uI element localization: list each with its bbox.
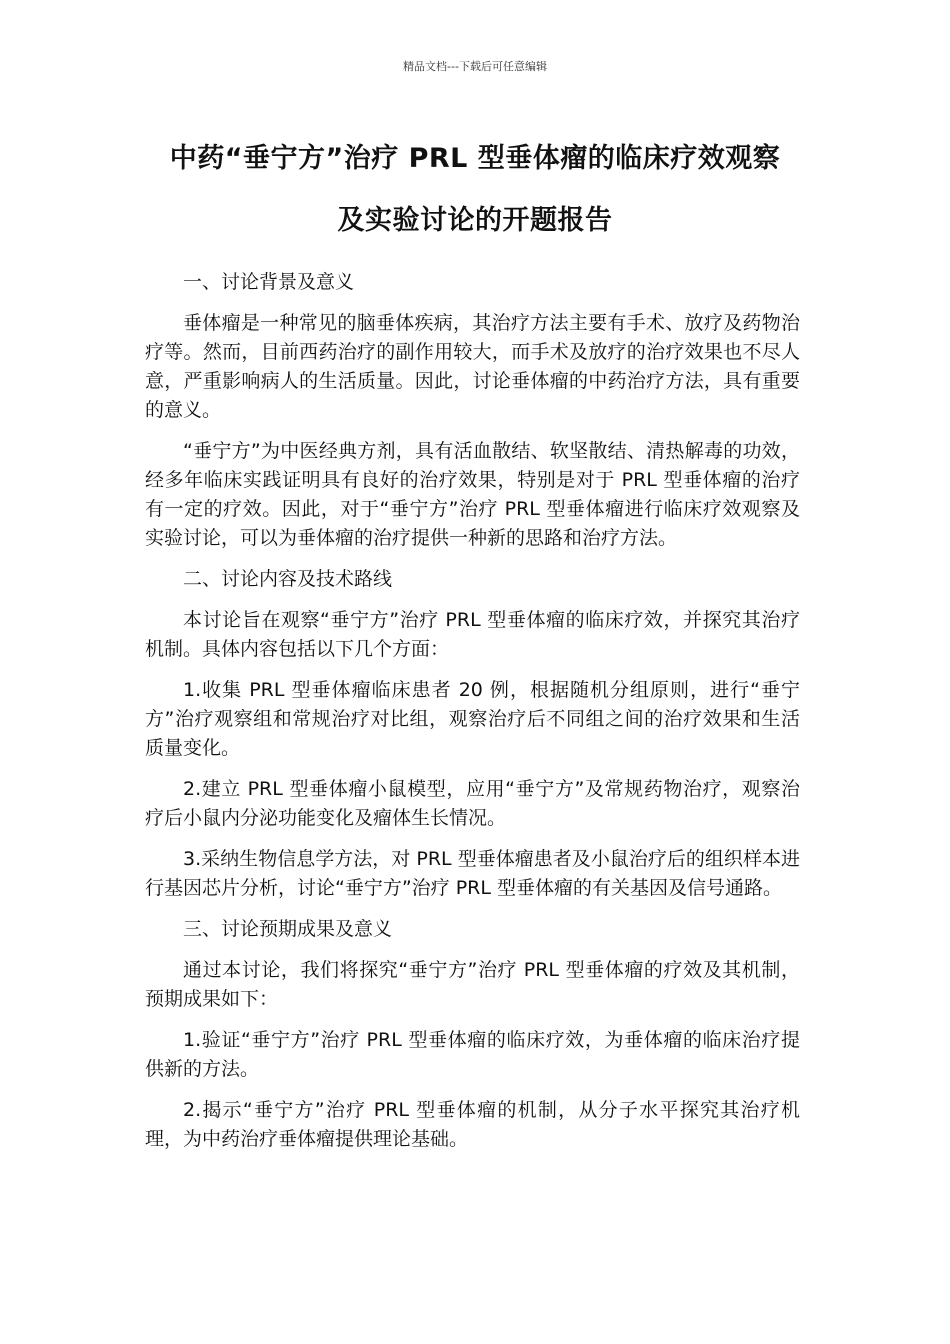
section-heading-content: 二、讨论内容及技术路线 <box>183 568 393 590</box>
paragraph-content-item-1: 1.收集 PRL 型垂体瘤临床患者 20 例，根据随机分组原则，进行“垂宁方”治疗观察组和常规治疗对比组，观察治疗后不同组之间的治疗效果和生活质量变化。 <box>145 679 800 759</box>
paragraph-content-intro: 本讨论旨在观察“垂宁方”治疗 PRL 型垂体瘤的临床疗效，并探究其治疗机制。具体内容包括以下几个方面： <box>145 609 800 660</box>
title-line-1: 中药“垂宁方”治疗 PRL 型垂体瘤的临床疗效观察 <box>169 143 781 174</box>
paragraph-outcomes-item-2: 2.揭示“垂宁方”治疗 PRL 型垂体瘤的机制，从分子水平探究其治疗机理，为中药治疗垂体瘤提供理论基础。 <box>145 1099 800 1150</box>
paragraph-background-1: 垂体瘤是一种常见的脑垂体疾病，其治疗方法主要有手术、放疗及药物治疗等。然而，目前西药治疗的副作用较大，而手术及放疗的治疗效果也不尽人意，严重影响病人的生活质量。因此，讨论垂体瘤的中药治疗方法，具有重要的意义。 <box>145 312 800 421</box>
paragraph-content-item-2: 2.建立 PRL 型垂体瘤小鼠模型，应用“垂宁方”及常规药物治疗，观察治疗后小鼠内分泌功能变化及瘤体生长情况。 <box>145 778 800 829</box>
title-line-2: 及实验讨论的开题报告 <box>337 205 613 236</box>
paragraph-outcomes-item-1: 1.验证“垂宁方”治疗 PRL 型垂体瘤的临床疗效，为垂体瘤的临床治疗提供新的方法。 <box>145 1029 800 1080</box>
document-body <box>145 268 800 1166</box>
paragraph-outcomes-intro: 通过本讨论，我们将探究“垂宁方”治疗 PRL 型垂体瘤的疗效及其机制，预期成果如下： <box>145 959 800 1010</box>
section-heading-outcomes: 三、讨论预期成果及意义 <box>183 918 393 940</box>
document-title <box>110 128 840 252</box>
page-header-watermark: 精品文档---下载后可任意编辑 <box>403 60 547 73</box>
paragraph-background-2: “垂宁方”为中医经典方剂，具有活血散结、软坚散结、清热解毒的功效，经多年临床实践证明具有良好的治疗效果，特别是对于 PRL 型垂体瘤的治疗有一定的疗效。因此，对于“垂宁方”治疗 PRL 型垂体瘤进行临床疗效观察及实验讨论，可以为垂体瘤的治疗提供一种新的思路和治疗方法。 <box>145 440 800 549</box>
section-heading-background: 一、讨论背景及意义 <box>183 271 355 293</box>
paragraph-content-item-3: 3.采纳生物信息学方法，对 PRL 型垂体瘤患者及小鼠治疗后的组织样本进行基因芯片分析，讨论“垂宁方”治疗 PRL 型垂体瘤的有关基因及信号通路。 <box>145 848 800 899</box>
